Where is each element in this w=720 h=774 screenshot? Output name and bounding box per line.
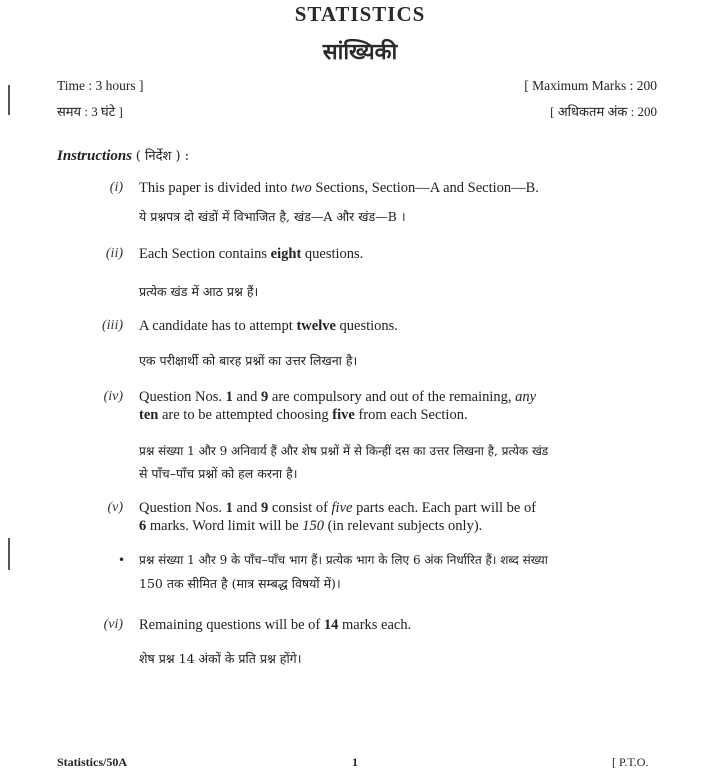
instruction-text-hi: प्रश्न संख्या 1 और 9 के पाँच–पाँच भाग हैं। प्रत्येक भाग के लिए 6 अंक निर्धारित हैं। शब्द संख्या: [139, 553, 548, 567]
instruction-text-hi: एक परीक्षार्थी को बारह प्रश्नों का उत्तर लिखना है।: [139, 353, 358, 368]
bullet-mark: •: [118, 553, 126, 567]
instructions-heading-hi: ( निर्देश ) :: [135, 149, 190, 164]
instruction-text-en: This paper is divided into two Sections, Section—A and Section—B.: [139, 180, 539, 196]
item-number: (iii): [102, 318, 123, 333]
instruction-text-en-line2: ten are to be attempted choosing five from each Section.: [139, 407, 468, 423]
instruction-text-hi: शेष प्रश्न 14 अंकों के प्रति प्रश्न होंगे।: [139, 651, 302, 666]
instruction-text-hi: ये प्रश्नपत्र दो खंडों में विभाजित है, खंड—A और खंड—B ।: [139, 209, 406, 224]
page-number: 1: [352, 755, 358, 769]
item-number: (i): [109, 180, 123, 195]
marks-hindi: [ अधिकतम अंक : 200: [550, 104, 657, 119]
item-number: (ii): [105, 246, 123, 261]
margin-mark-bottom: [8, 538, 10, 570]
marks-english: [ Maximum Marks : 200: [524, 78, 657, 93]
item-number: (iv): [103, 389, 123, 404]
instruction-text-hi-line2: से पाँच–पाँच प्रश्नों को हल करना है।: [139, 466, 298, 481]
paper-title-hindi: सांख्यिकी: [322, 39, 398, 65]
time-hindi: समय : 3 घंटे ]: [57, 104, 123, 119]
item-number: (vi): [103, 617, 123, 632]
instruction-text-en-line2: 6 marks. Word limit will be 150 (in relevant subjects only).: [139, 518, 483, 534]
instruction-text-hi: प्रश्न संख्या 1 और 9 अनिवार्य हैं और शेष प्रश्नों में से किन्हीं दस का उत्तर लिखना है, प्रत्येक खंड: [139, 444, 549, 458]
margin-mark-top: [8, 85, 10, 115]
paper-code: Statistics/50A: [57, 755, 127, 769]
pto-marker: [ P.T.O.: [612, 755, 649, 769]
instruction-text-en: Each Section contains eight questions.: [139, 246, 364, 262]
instruction-text-en: Question Nos. 1 and 9 consist of five parts each. Each part will be of: [139, 500, 537, 516]
instruction-text-en: Remaining questions will be of 14 marks each.: [139, 617, 412, 633]
instruction-text-en: A candidate has to attempt twelve questions.: [139, 318, 398, 334]
instruction-text-hi-line2: 150 तक सीमित है (मात्र सम्बद्ध विषयों में)।: [139, 576, 341, 591]
instructions-heading: [57, 146, 189, 168]
instructions-heading-en: Instructions: [57, 148, 133, 164]
item-number: (v): [107, 500, 123, 515]
paper-title-english: STATISTICS: [294, 2, 426, 26]
instruction-text-en: Question Nos. 1 and 9 are compulsory and out of the remaining, any: [139, 389, 537, 405]
time-english: Time : 3 hours ]: [57, 78, 144, 93]
instruction-text-hi: प्रत्येक खंड में आठ प्रश्न हैं।: [139, 284, 259, 299]
